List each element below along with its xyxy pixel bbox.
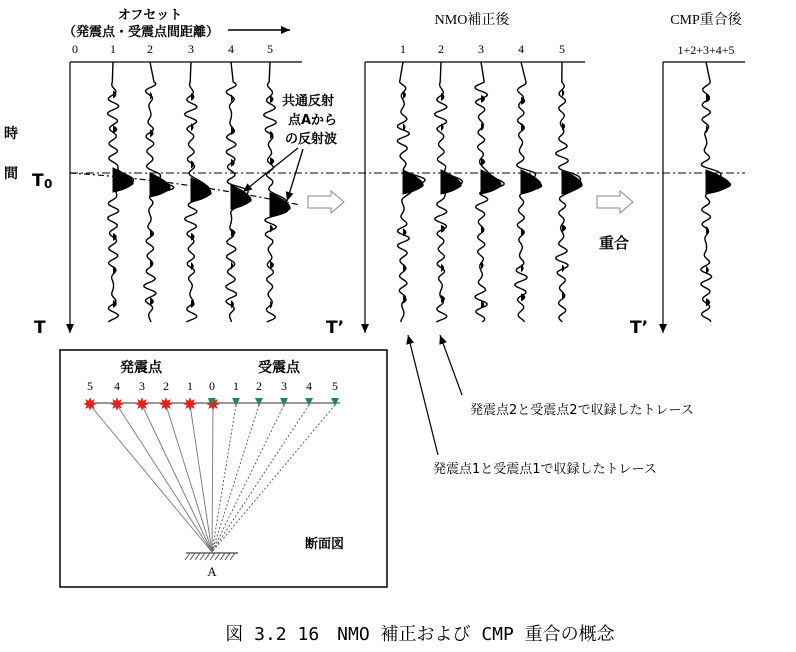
cross-section bbox=[60, 350, 387, 587]
nmo-trace-5-lobe bbox=[562, 122, 565, 130]
nmo-trace-1-event bbox=[403, 170, 423, 194]
offset-trace-4-lobe bbox=[231, 127, 235, 135]
callout-line2: 点Aから bbox=[288, 113, 338, 128]
offset-trace-5-lobe bbox=[270, 157, 274, 165]
middle-t-prime: T’ bbox=[326, 318, 345, 338]
nmo-trace-1-lobe bbox=[403, 264, 406, 272]
nmo-trace-1-lobe bbox=[403, 91, 406, 99]
nmo-trace-4-lobe bbox=[521, 97, 525, 105]
receiver-number-3: 3 bbox=[281, 379, 287, 393]
source-burst-icon bbox=[110, 397, 124, 411]
stacked-trace bbox=[701, 62, 731, 322]
offset-trace-3-lobe bbox=[191, 300, 195, 308]
offset-trace-1 bbox=[108, 62, 134, 322]
callout-arrow-2 bbox=[287, 149, 303, 201]
time-label-1: 時 bbox=[4, 126, 18, 142]
receiver-number-0: 0 bbox=[209, 379, 215, 393]
middle-tick-1: 1 bbox=[400, 42, 406, 56]
nmo-trace-2-lobe bbox=[441, 264, 444, 272]
middle-traces bbox=[397, 62, 582, 322]
reflection-curve bbox=[70, 173, 300, 205]
process-arrow-1 bbox=[308, 191, 344, 213]
trace2-note: 発震点2と受震点2で収録したトレース bbox=[470, 403, 694, 418]
annotations bbox=[408, 335, 694, 477]
offset-title-line1: オフセット bbox=[117, 8, 183, 23]
offset-tick-labels bbox=[72, 42, 273, 56]
left-traces bbox=[108, 62, 291, 322]
nmo-trace-5-lobe bbox=[562, 264, 564, 272]
source-burst-icon bbox=[83, 397, 97, 411]
nmo-trace-1-lobe bbox=[403, 296, 407, 304]
t-axis-label: T bbox=[34, 318, 46, 338]
trace1-note: 発震点1と受震点1で収録したトレース bbox=[433, 462, 657, 477]
right-t-prime: T’ bbox=[630, 318, 649, 338]
offset-trace-1-event bbox=[113, 168, 133, 192]
offset-trace-5-lobe bbox=[270, 225, 273, 233]
offset-tick-4: 4 bbox=[228, 42, 234, 56]
cmp-stacked-trace-lobe bbox=[706, 266, 709, 274]
offset-tick-0: 0 bbox=[72, 42, 78, 56]
source-burst-icon bbox=[159, 397, 173, 411]
middle-tick-2: 2 bbox=[438, 42, 444, 56]
source-number-1: 1 bbox=[187, 379, 193, 393]
offset-trace-5-lobe bbox=[270, 95, 273, 103]
nmo-trace-3-lobe bbox=[481, 226, 485, 234]
nmo-trace-5-lobe bbox=[562, 89, 564, 97]
offset-title-line2: （発震点・受震点間距離） bbox=[63, 25, 220, 40]
middle-title: NMO補正後 bbox=[434, 13, 510, 28]
right-title: CMP重合後 bbox=[670, 13, 742, 28]
offset-trace-3-lobe bbox=[191, 93, 194, 101]
offset-trace-5-lobe bbox=[270, 261, 274, 269]
receiver-number-5: 5 bbox=[332, 379, 338, 393]
cmp-stacked-trace-event bbox=[706, 170, 730, 194]
receiver-number-1: 1 bbox=[233, 379, 239, 393]
point-a-label: A bbox=[207, 564, 217, 579]
offset-trace-2-lobe bbox=[150, 260, 153, 268]
offset-trace-1-lobe bbox=[113, 125, 117, 133]
middle-tick-5: 5 bbox=[559, 42, 565, 56]
callout-line3: の反射波 bbox=[285, 132, 338, 147]
figure-caption: 図 3.2 16 NMO 補正および CMP 重合の概念 bbox=[225, 624, 615, 645]
right-panel bbox=[630, 11, 745, 338]
source-number-3: 3 bbox=[139, 379, 145, 393]
nmo-trace-3-lobe bbox=[481, 158, 485, 166]
nmo-trace-5-lobe bbox=[562, 224, 566, 232]
t0-label: T bbox=[32, 171, 44, 191]
receiver-label: 受震点 bbox=[258, 360, 300, 376]
time-label-2: 間 bbox=[4, 166, 18, 182]
nmo-trace-3-lobe bbox=[481, 261, 484, 269]
offset-tick-1: 1 bbox=[110, 42, 116, 56]
source-number-2: 2 bbox=[163, 379, 169, 393]
cmp-stacked-trace-lobe bbox=[706, 94, 710, 102]
source-burst-icon bbox=[183, 397, 197, 411]
middle-tick-3: 3 bbox=[478, 42, 484, 56]
offset-trace-4-lobe bbox=[231, 229, 235, 237]
nmo-trace-2-lobe bbox=[441, 295, 445, 303]
source-number-4: 4 bbox=[114, 379, 120, 393]
offset-trace-1-lobe bbox=[113, 266, 116, 274]
middle-tick-labels bbox=[400, 42, 565, 56]
t0-subscript: 0 bbox=[44, 177, 53, 191]
section-label: 断面図 bbox=[305, 537, 345, 552]
source-burst-icon bbox=[135, 397, 149, 411]
nmo-trace-3-event bbox=[481, 170, 501, 194]
nmo-trace-4-event bbox=[521, 170, 541, 194]
source-number-5: 5 bbox=[87, 379, 93, 393]
nmo-trace-2-lobe bbox=[441, 225, 445, 233]
receiver-number-4: 4 bbox=[306, 379, 312, 393]
offset-tick-3: 3 bbox=[188, 42, 194, 56]
offset-tick-5: 5 bbox=[267, 42, 273, 56]
stack-label: 重合 bbox=[598, 234, 630, 252]
offset-tick-2: 2 bbox=[147, 42, 153, 56]
nmo-trace-2-event bbox=[441, 170, 461, 194]
right-tick: 1+2+3+4+5 bbox=[677, 43, 735, 57]
trace2-note-arrow bbox=[440, 335, 462, 395]
source-label: 発震点 bbox=[120, 360, 162, 376]
middle-panel bbox=[326, 11, 633, 338]
offset-trace-4-lobe bbox=[231, 262, 233, 270]
nmo-trace-2-lobe bbox=[441, 93, 444, 101]
process-arrow-2 bbox=[597, 191, 633, 213]
trace1-note-arrow bbox=[408, 335, 438, 455]
receiver-number-2: 2 bbox=[256, 379, 262, 393]
callout-line1: 共通反射 bbox=[282, 94, 335, 109]
nmo-trace-3-lobe bbox=[481, 95, 485, 103]
middle-tick-4: 4 bbox=[518, 42, 524, 56]
offset-trace-2-lobe bbox=[150, 297, 154, 305]
